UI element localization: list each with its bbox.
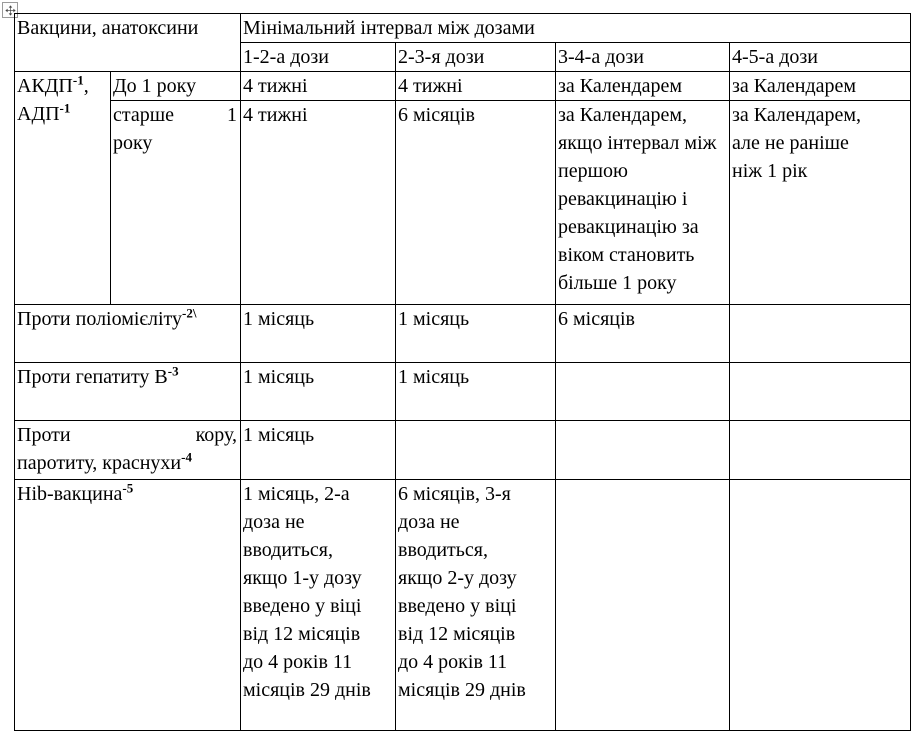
- header-row-1: [15, 14, 911, 43]
- cell-hib-name: [15, 480, 241, 731]
- akdp-under1-dose12: 4 тижні: [243, 75, 308, 97]
- akdp-older-label-line1: [113, 101, 237, 129]
- hepb-dose23: 1 місяць: [398, 366, 470, 388]
- cell-akdp-older-dose45: [730, 101, 911, 305]
- cell-akdp-under1-dose45: [730, 72, 911, 101]
- cell-akdp-name: [15, 72, 111, 305]
- akdp-under1-dose23: 4 тижні: [398, 75, 463, 97]
- cell-polio-dose12: [241, 305, 396, 363]
- header-dose-1-2-label: 1-2-а дози: [243, 46, 329, 68]
- akdp-footnote-1: -1: [72, 72, 84, 88]
- row-hepb: [15, 363, 911, 421]
- cell-akdp-older-dose12: [241, 101, 396, 305]
- header-interval-label: Мінімальний інтервал між дозами: [243, 17, 535, 39]
- cell-hepb-dose12: [241, 363, 396, 421]
- akdp-under1-label: До 1 року: [113, 75, 197, 97]
- akdp-older-label-word1: старше: [113, 104, 175, 126]
- header-vaccines-label: Вакцини, анатоксини: [17, 17, 199, 39]
- mmr-name-line2-text: паротиту, краснухи: [17, 452, 182, 474]
- cell-akdp-older-dose23: [396, 101, 556, 305]
- cell-mmr-dose45-empty: [730, 421, 911, 480]
- polio-dose12: 1 місяць: [243, 308, 315, 330]
- header-cell-dose-1-2: [241, 43, 396, 72]
- polio-dose23: 1 місяць: [398, 308, 470, 330]
- cell-hepb-dose45-empty: [730, 363, 911, 421]
- mmr-name-line2: [17, 449, 237, 477]
- cell-polio-dose23: [396, 305, 556, 363]
- header-dose-2-3-label: 2-3-я дози: [398, 46, 485, 68]
- hepb-name: Проти гепатиту В: [17, 366, 168, 388]
- mmr-name-line1: [17, 421, 237, 449]
- hib-dose12: 1 місяць, 2-а доза не вводиться, якщо 1-у дозу введено у віці від 12 місяців до 4 років 11 місяців 29 днів: [243, 483, 371, 701]
- cell-akdp-under1-dose12: [241, 72, 396, 101]
- cell-polio-dose45-empty: [730, 305, 911, 363]
- cell-hepb-dose34-empty: [556, 363, 730, 421]
- hepb-footnote: -3: [167, 363, 179, 379]
- cell-hepb-name: [15, 363, 241, 421]
- akdp-older-dose23: 6 місяців: [398, 104, 475, 126]
- row-polio: [15, 305, 911, 363]
- row-hib: [15, 480, 911, 731]
- akdp-footnote-2: -1: [59, 100, 71, 116]
- cell-polio-name: [15, 305, 241, 363]
- header-cell-dose-3-4: [556, 43, 730, 72]
- akdp-older-dose12: 4 тижні: [243, 104, 308, 126]
- cell-akdp-older-label: [111, 101, 241, 305]
- row-mmr: [15, 421, 911, 480]
- hepb-dose12: 1 місяць: [243, 366, 315, 388]
- mmr-name-word1: Проти: [17, 424, 71, 446]
- header-cell-vaccines: [15, 14, 241, 72]
- akdp-older-dose45: за Календарем, але не раніше ніж 1 рік: [732, 104, 862, 182]
- header-dose-4-5-label: 4-5-а дози: [732, 46, 818, 68]
- akdp-name-text-2: , АДП: [17, 75, 89, 125]
- polio-dose34: 6 місяців: [558, 308, 635, 330]
- cell-polio-dose34: [556, 305, 730, 363]
- cell-hepb-dose23: [396, 363, 556, 421]
- akdp-older-label-word2: 1: [227, 104, 237, 126]
- header-cell-dose-2-3: [396, 43, 556, 72]
- cell-akdp-under1-dose23: [396, 72, 556, 101]
- cell-mmr-dose12: [241, 421, 396, 480]
- mmr-name-word2: кору,: [195, 424, 237, 446]
- vaccination-intervals-table: [14, 13, 911, 731]
- cell-mmr-name: [15, 421, 241, 480]
- akdp-name-text: АКДП: [17, 75, 73, 97]
- akdp-under1-dose34: за Календарем: [558, 75, 683, 97]
- cell-hib-dose23: [396, 480, 556, 731]
- hib-name: Hib-вакцина: [17, 483, 123, 505]
- cell-hib-dose45-empty: [730, 480, 911, 731]
- row-akdp-older: [15, 101, 911, 305]
- cell-akdp-under1-label: [111, 72, 241, 101]
- akdp-under1-dose45: за Календарем: [732, 75, 857, 97]
- akdp-older-label-line2: року: [113, 132, 153, 154]
- mmr-footnote: -4: [181, 449, 192, 465]
- header-dose-3-4-label: 3-4-а дози: [558, 46, 644, 68]
- cell-akdp-older-dose34: [556, 101, 730, 305]
- mmr-dose12: 1 місяць: [243, 424, 315, 446]
- polio-name: Проти поліомієліту: [17, 308, 183, 330]
- cell-mmr-dose34-empty: [556, 421, 730, 480]
- cell-hib-dose12: [241, 480, 396, 731]
- polio-footnote: -2\: [182, 305, 197, 321]
- header-cell-dose-4-5: [730, 43, 911, 72]
- header-cell-interval: [241, 14, 911, 43]
- akdp-older-dose34: за Календарем, якщо інтервал між першою ревакцинацію і ревакцинацію за віком становить більше 1 року: [558, 104, 717, 294]
- cell-akdp-under1-dose34: [556, 72, 730, 101]
- hib-footnote: -5: [122, 480, 134, 496]
- cell-hib-dose34-empty: [556, 480, 730, 731]
- row-akdp-under1: [15, 72, 911, 101]
- hib-dose23: 6 місяців, 3-я доза не вводиться, якщо 2-у дозу введено у віці від 12 місяців до 4 років 11 місяців 29 днів: [398, 483, 526, 701]
- cell-mmr-dose23-empty: [396, 421, 556, 480]
